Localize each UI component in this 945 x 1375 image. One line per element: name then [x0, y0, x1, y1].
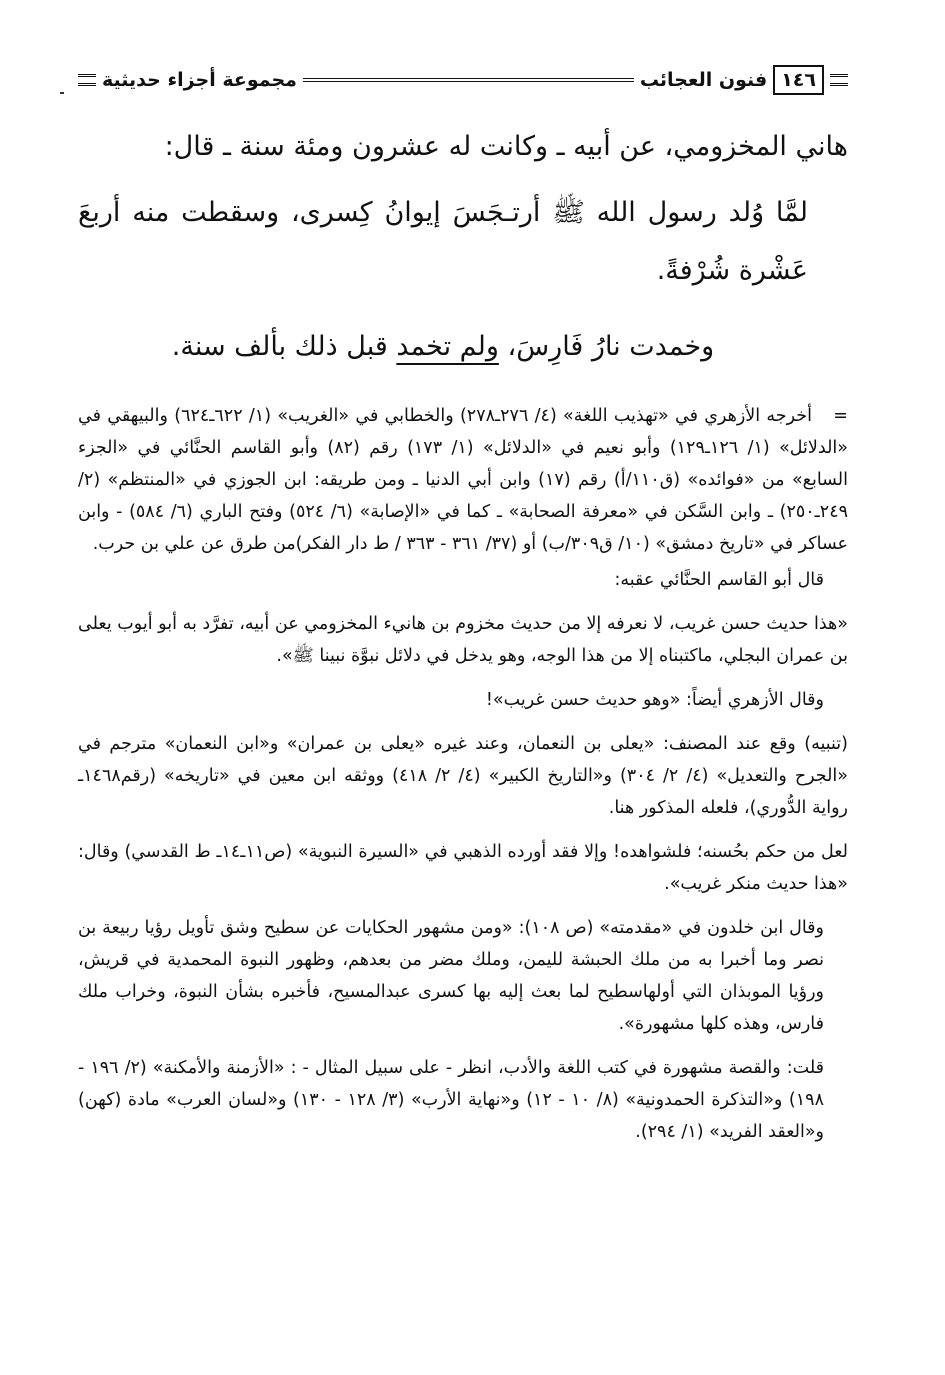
footnote-qultu: قلت: والقصة مشهورة في كتب اللغة والأدب، انظر - على سبيل المثال - : «الأزمنة والأمكنة» (٢/ ١٩٦ - ١٩٨) و«التذكرة الحمدونية» (٨/ ١٠ - ١٢) و«نهاية الأرب» (٣/ ١٢٨ - ١٣٠) و«لسان العرب» مادة (كهن) و«العقد الفريد» (١/ ٢٩٤). [78, 1058, 824, 1142]
main-paragraph-1: هاني المخزومي، عن أبيه ـ وكانت له عشرون ومئة سنة ـ قال: [164, 131, 848, 162]
main-p3-start: وخمدت نارُ فَارِسَ، [498, 331, 715, 362]
main-p3-underlined: ولم تخمد [396, 331, 499, 362]
footnote-hannai-quote: «هذا حديث حسن غريب، لا نعرفه إلا من حديث مخزوم بن هانيء المخزومي عن أبيه، تفرَّد به أبو أيوب يعلى بن عمران البجلي، ماكتبناه إلا من هذا الوجه، وهو يدخل في دلائل نبوَّة نبينا ﷺ». [78, 614, 848, 666]
footnote-ibn-khaldun: وقال ابن خلدون في «مقدمته» (ص ١٠٨): «ومن مشهور الحكايات عن سطيح وشق تأويل رؤيا ربيعة بن نصر وما أخبرا به من ملك الحبشة لليمن، وملك مضر من بعدهم، وظهور النبوة المحمدية في قريش، ورؤيا الموبذان التي أولهاسطيح لما بعث إليه بها كسرى عبدالمسيح، فأخبره بشأن النبوة، وخراب ملك فارس، وهذه كلها مشهورة». [78, 918, 824, 1034]
main-p3-end: قبل ذلك بألف سنة. [171, 331, 397, 362]
running-header [78, 60, 848, 100]
main-paragraph-2: لمَّا وُلد رسول الله ﷺ أرتـجَسَ إيوانُ كِسرى، وسقطت منه أربعَ عَشْرة شُرْفةً. [78, 197, 808, 286]
footnote-source-text: أخرجه الأزهري في «تهذيب اللغة» (٤/ ٢٧٦ـ٢٧٨) والخطابي في «الغريب» (١/ ٦٢٢ـ٦٢٤) والبيهقي في «الدلائل» (١/ ١٢٦ـ١٢٩) وأبو نعيم في «الدلائل» (١/ ١٧٣) رقم (٨٢) وأبو القاسم الحنَّائي في «الجزء السابع» من «فوائده» (ق١١٠/أ) رقم (١٧) وابن أبي الدنيا ـ ومن طريقه: ابن الجوزي في «المنتظم» (٢/ ٢٤٩ـ٢٥٠) ـ وابن السَّكن في «معرفة الصحابة» ـ كما في «الإصابة» (٦/ ٥٢٤) وفتح الباري (٦/ ٥٨٤) - وابن عساكر في «تاريخ دمشق» (١٠/ ق٣٠٩/ب) أو (٣٧/ ٣٦١ - ٣٦٣ / ط دار الفكر)من طرق عن علي بن حرب. [78, 406, 848, 554]
series-title: مجموعة أجزاء حديثية [102, 69, 297, 91]
main-paragraph-3 [78, 318, 848, 376]
footnote-source [78, 400, 848, 560]
continuation-marker: = [833, 406, 848, 426]
main-text [78, 118, 848, 376]
footnote-azhari: وقال الأزهري أيضاً: «وهو حديث حسن غريب»! [485, 690, 824, 710]
footnote-tanbih: (تنبيه) وقع عند المصنف: «يعلى بن النعمان، وعند غيره «يعلى بن عمران» و«ابن النعمان» مترجم في «الجرح والتعديل» (٤/ ٢/ ٣٠٤) و«التاريخ الكبير» (٤/ ٢/ ٤١٨) ووثقه ابن معين في «تاريخه» (رقم١٤٦٨ـ رواية الدُّوري)، فلعله المذكور هنا. [78, 734, 848, 818]
header-rule [303, 78, 634, 82]
scan-speck [60, 92, 64, 94]
book-title: فنون العجائب [639, 69, 768, 91]
footnote-dhahabi: لعل من حكم بحُسنه؛ فلشواهده! وإلا فقد أورده الذهبي في «السيرة النبوية» (ص١١ـ١٤ـ ط القدسي) وقال: «هذا حديث منكر غريب». [78, 842, 848, 894]
page-number: ١٤٦ [773, 65, 824, 95]
header-ornament-right [830, 74, 848, 86]
footnotes [78, 400, 848, 1148]
footnote-hannai-intro: قال أبو القاسم الحنَّائي عقبه: [614, 570, 824, 590]
page [78, 60, 848, 1160]
header-ornament-left [78, 74, 96, 86]
